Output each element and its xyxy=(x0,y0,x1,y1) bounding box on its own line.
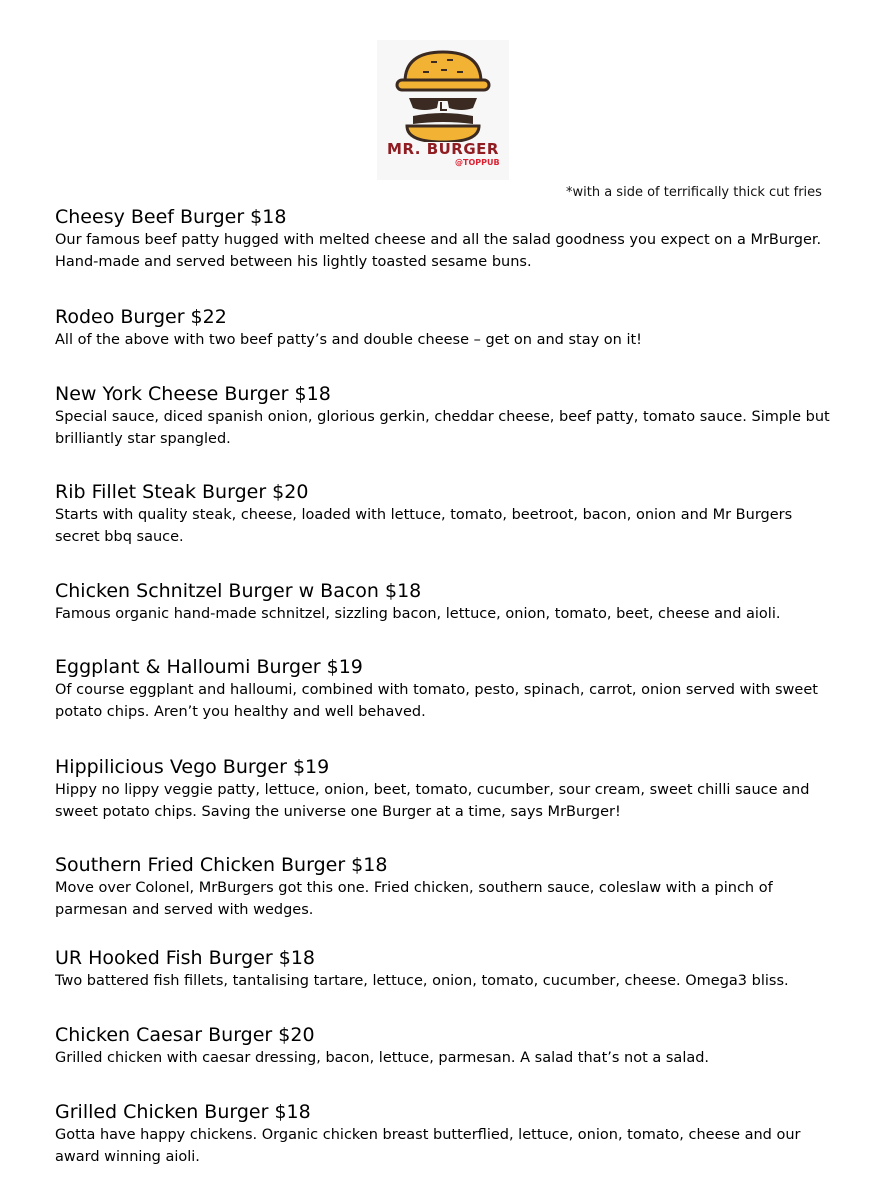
menu-item xyxy=(55,205,835,273)
menu-item-title: Southern Fried Chicken Burger $18 xyxy=(55,854,388,876)
brand-handle: @TOPPUB xyxy=(455,158,500,167)
menu-item-title: Cheesy Beef Burger $18 xyxy=(55,206,287,228)
menu-item xyxy=(55,579,835,625)
menu-item-description: Grilled chicken with caesar dressing, bacon, lettuce, parmesan. A salad that’s not a salad. xyxy=(55,1050,710,1066)
menu-item-title: Chicken Caesar Burger $20 xyxy=(55,1024,315,1046)
menu-item xyxy=(55,1100,835,1168)
menu-item xyxy=(55,305,835,351)
menu-item-description: Special sauce, diced spanish onion, glorious gerkin, cheddar cheese, beef patty, tomato sauce. Simple but brilliantly star spangled. xyxy=(55,409,830,447)
menu-item-description: Two battered fish fillets, tantalising tartare, lettuce, onion, tomato, cucumber, cheese. Omega3 bliss. xyxy=(55,973,789,989)
menu-item xyxy=(55,946,835,992)
menu-item-title: Rodeo Burger $22 xyxy=(55,306,227,328)
menu-item-title: New York Cheese Burger $18 xyxy=(55,383,331,405)
menu-item-title: Chicken Schnitzel Burger w Bacon $18 xyxy=(55,580,422,602)
menu-item-description: Move over Colonel, MrBurgers got this one. Fried chicken, southern sauce, coleslaw with a pinch of parmesan and served with wedges. xyxy=(55,880,773,918)
burger-mascot-icon xyxy=(391,46,495,142)
menu-item-description: Gotta have happy chickens. Organic chicken breast butterflied, lettuce, onion, tomato, cheese and our award winning aioli. xyxy=(55,1127,801,1165)
menu-item-description: Hippy no lippy veggie patty, lettuce, onion, beet, tomato, cucumber, sour cream, sweet chilli sauce and sweet potato chips. Saving the universe one Burger at a time, says MrBurger! xyxy=(55,782,810,820)
brand-name: MR. BURGER xyxy=(387,140,499,158)
fries-note: *with a side of terrifically thick cut fries xyxy=(566,185,822,200)
menu-item xyxy=(55,755,835,823)
menu-item xyxy=(55,1023,835,1069)
menu-item-description: Famous organic hand-made schnitzel, sizzling bacon, lettuce, onion, tomato, beet, cheese and aioli. xyxy=(55,606,781,622)
menu-item-description: Of course eggplant and halloumi, combined with tomato, pesto, spinach, carrot, onion served with sweet potato chips. Aren’t you healthy and well behaved. xyxy=(55,682,818,720)
menu-item-description: Starts with quality steak, cheese, loaded with lettuce, tomato, beetroot, bacon, onion and Mr Burgers secret bbq sauce. xyxy=(55,507,793,545)
menu-item-title: UR Hooked Fish Burger $18 xyxy=(55,947,316,969)
menu-item-description: All of the above with two beef patty’s and double cheese – get on and stay on it! xyxy=(55,332,642,348)
menu-item-title: Eggplant & Halloumi Burger $19 xyxy=(55,656,363,678)
menu-item xyxy=(55,480,835,548)
menu-item xyxy=(55,655,835,723)
menu-item-title: Rib Fillet Steak Burger $20 xyxy=(55,481,309,503)
menu-item-description: Our famous beef patty hugged with melted cheese and all the salad goodness you expect on a MrBurger. Hand-made and served between his lightly toasted sesame buns. xyxy=(55,232,822,270)
menu-item xyxy=(55,382,835,450)
logo xyxy=(377,40,509,180)
menu-item-title: Hippilicious Vego Burger $19 xyxy=(55,756,330,778)
menu-item xyxy=(55,853,835,921)
menu-item-title: Grilled Chicken Burger $18 xyxy=(55,1101,311,1123)
